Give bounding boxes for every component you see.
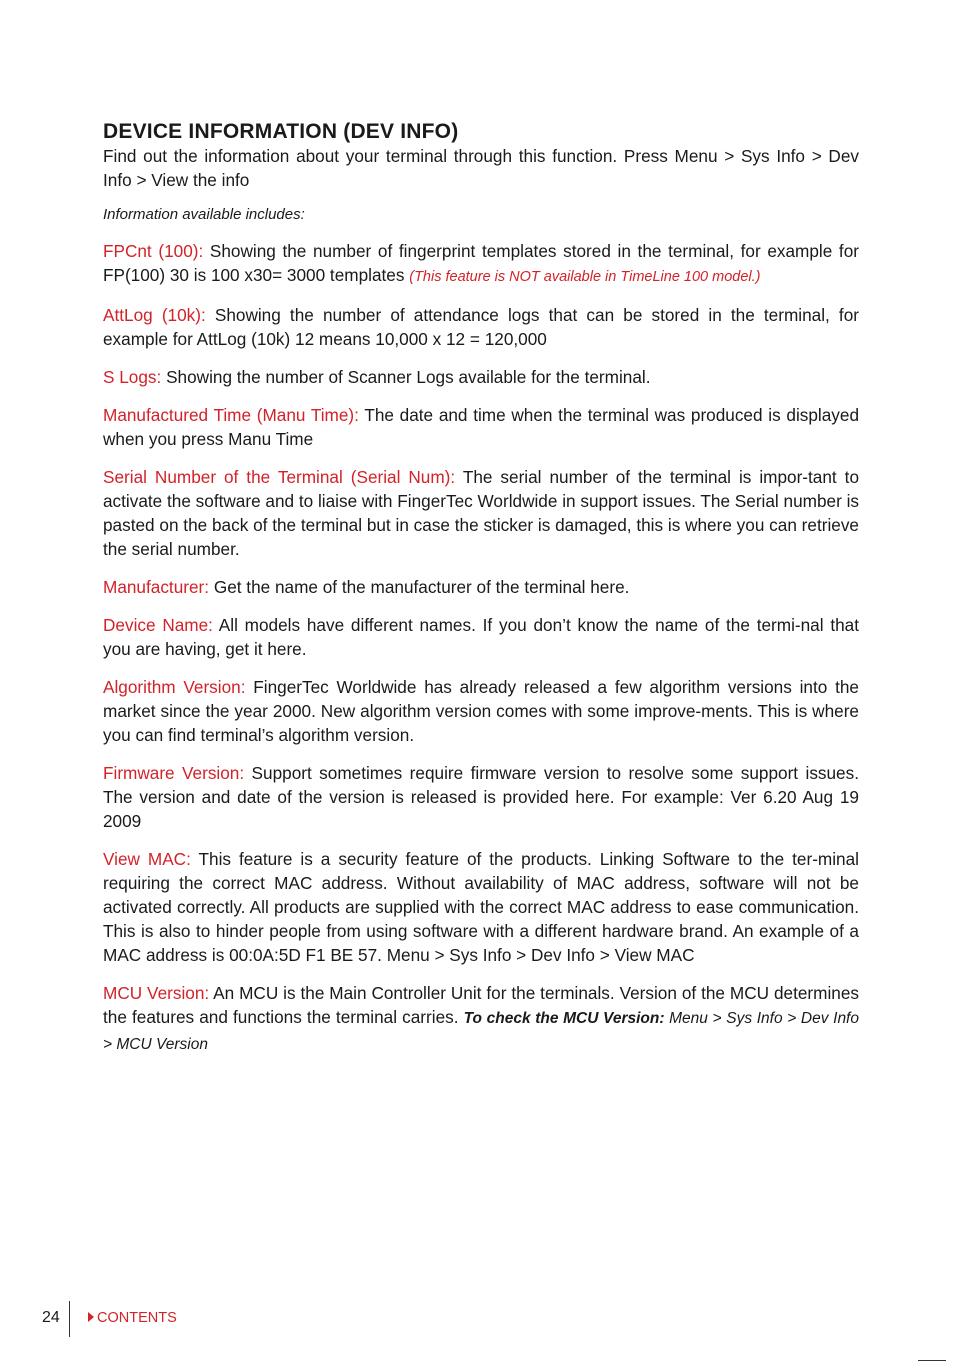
entry-text: The date and time when the terminal was produced is displayed when you press Manu Time	[103, 405, 859, 449]
intro-paragraph: Find out the information about your terminal through this function. Press Menu > Sys Info > Dev Info > View the info	[103, 146, 859, 190]
entry-manufacturer	[103, 575, 859, 599]
entry-term: Algorithm Version:	[103, 677, 246, 697]
corner-rule	[918, 1360, 946, 1361]
footer-divider	[69, 1301, 70, 1337]
entry-term: MCU Version:	[103, 983, 210, 1003]
page-title: DEVICE INFORMATION (DEV INFO)	[103, 120, 459, 143]
entry-text: Showing the number of Scanner Logs available for the terminal.	[161, 367, 651, 387]
entry-term: S Logs:	[103, 367, 162, 387]
info-note: Information available includes:	[103, 206, 305, 223]
entry-firmware-version	[103, 761, 859, 833]
contents-label: CONTENTS	[97, 1310, 177, 1326]
entry-s-logs	[103, 365, 859, 389]
entry-text: Get the name of the manufacturer of the terminal here.	[209, 577, 630, 597]
entry-term: Serial Number of the Terminal (Serial Num):	[103, 467, 456, 487]
entry-term: Firmware Version:	[103, 763, 245, 783]
entry-term: AttLog (10k):	[103, 305, 206, 325]
entry-term: View MAC:	[103, 849, 191, 869]
page-number: 24	[42, 1309, 60, 1326]
entry-text: FingerTec Worldwide has already released a few algorithm versions into the market since the year 2000. New algorithm version comes with some improve-ments. This is where you can find terminal’s algorithm version.	[103, 677, 859, 745]
entry-text: This feature is a security feature of the products. Linking Software to the ter-minal requiring the correct MAC address. Without availability of MAC address, software will not be activated correctly. All products are supplied with the correct MAC address to ease communication. This is also to hinder people from using software with a different hardware brand. An example of a MAC address is 00:0A:5D F1 BE 57. Menu > Sys Info > Dev Info > View MAC	[103, 849, 859, 965]
main-content	[103, 120, 859, 1057]
entry-text: The serial number of the terminal is impor-tant to activate the software and to liaise with FingerTec Worldwide in support issues. The Serial number is pasted on the back of the terminal but in case the sticker is damaged, this is where you can retrieve the serial number.	[103, 467, 859, 559]
entry-term: Manufacturer:	[103, 577, 210, 597]
entry-note: (This feature is NOT available in TimeLine 100 model.)	[409, 269, 761, 285]
entry-device-name	[103, 613, 859, 661]
entry-term: Manufactured Time (Manu Time):	[103, 405, 359, 425]
contents-link[interactable]	[88, 1310, 177, 1326]
triangle-right-icon	[88, 1312, 94, 1322]
entry-algorithm-version	[103, 675, 859, 747]
entry-text: Showing the number of fingerprint templates stored in the terminal, for example for FP(100) 30 is 100 x30= 3000 templates	[103, 241, 859, 285]
entry-mcu-version	[103, 981, 859, 1057]
entry-fpcnt	[103, 239, 859, 289]
entry-text: All models have different names. If you don’t know the name of the termi-nal that you are having, get it here.	[103, 615, 860, 659]
entry-term: FPCnt (100):	[103, 241, 204, 261]
entry-manu-time	[103, 403, 859, 451]
entry-term: Device Name:	[103, 615, 213, 635]
entry-text: An MCU is the Main Controller Unit for the terminals. Version of the MCU determines the features and functions the terminal carries.	[103, 983, 859, 1027]
entry-serial-num	[103, 465, 859, 561]
entry-text: Support sometimes require firmware version to resolve some support issues. The version and date of the version is released is provided here. For example: Ver 6.20 Aug 19 2009	[103, 763, 859, 831]
entry-instruction-path: Menu > Sys Info > Dev Info > MCU Version	[103, 1010, 859, 1053]
entry-text: Showing the number of attendance logs that can be stored in the terminal, for example for AttLog (10k) 12 means 10,000 x 12 = 120,000	[103, 305, 859, 349]
entry-instruction-label: To check the MCU Version:	[463, 1010, 665, 1027]
entry-attlog	[103, 303, 859, 351]
entry-view-mac	[103, 847, 859, 967]
